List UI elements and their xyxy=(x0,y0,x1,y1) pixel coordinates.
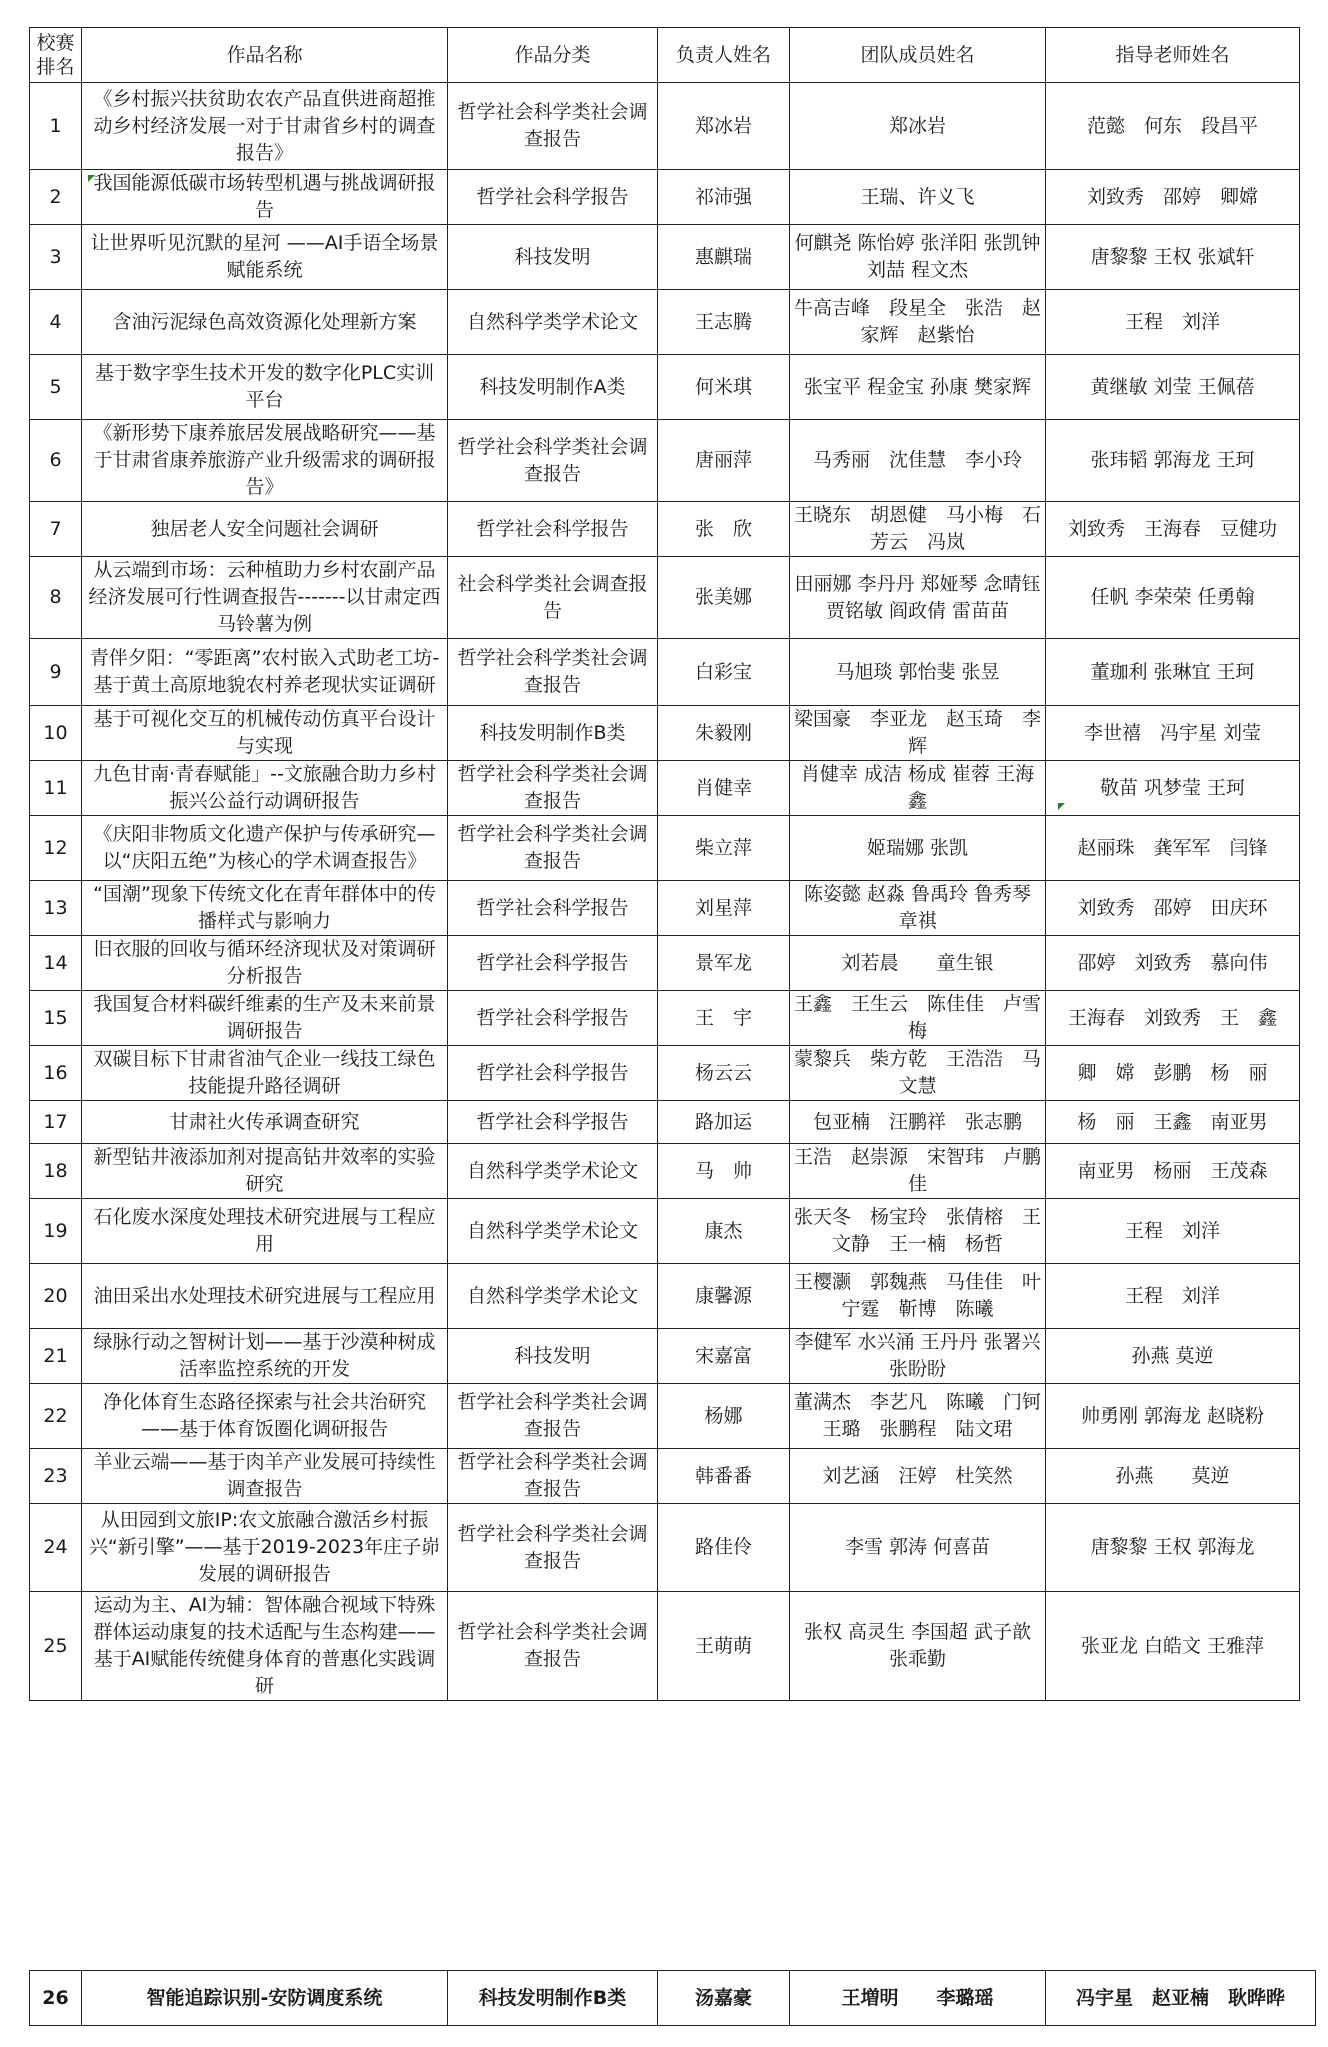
cell-title: 油田采出水处理技术研究进展与工程应用 xyxy=(82,1264,448,1329)
cell-leader: 王萌萌 xyxy=(658,1592,790,1701)
cell-advisors: 董珈利 张琳宜 王珂 xyxy=(1046,639,1300,706)
cell-rank: 11 xyxy=(30,761,82,816)
cell-members: 王浩 赵崇源 宋智玮 卢鹏佳 xyxy=(790,1144,1046,1199)
table-row xyxy=(30,1046,1300,1101)
cell-members: 王樱灏 郭魏燕 马佳佳 叶宁霆 靳博 陈曦 xyxy=(790,1264,1046,1329)
cell-rank: 1 xyxy=(30,83,82,170)
cell-leader: 景军龙 xyxy=(658,936,790,991)
cell-advisors: 赵丽珠 龚军军 闫锋 xyxy=(1046,816,1300,881)
cell-title: 新型钻井液添加剂对提高钻井效率的实验研究 xyxy=(82,1144,448,1199)
cell-title: 九色甘南·青春赋能」--文旅融合助力乡村振兴公益行动调研报告 xyxy=(82,761,448,816)
cell-category: 哲学社会科学类社会调查报告 xyxy=(448,1592,658,1701)
cell-rank: 24 xyxy=(30,1504,82,1592)
cell-title: 我国复合材料碳纤维素的生产及未来前景调研报告 xyxy=(82,991,448,1046)
cell-title: 独居老人安全问题社会调研 xyxy=(82,502,448,557)
cell-title: 我国能源低碳市场转型机遇与挑战调研报告 xyxy=(82,170,448,225)
cell-category: 哲学社会科学报告 xyxy=(448,1046,658,1101)
cell-leader: 张 欣 xyxy=(658,502,790,557)
cell-rank: 21 xyxy=(30,1329,82,1384)
cell-category: 自然科学类学术论文 xyxy=(448,1264,658,1329)
cell-advisors: 王程 刘洋 xyxy=(1046,1264,1300,1329)
cell-rank: 20 xyxy=(30,1264,82,1329)
cell-title: 《乡村振兴扶贫助农农产品直供进商超推动乡村经济发展一对于甘肃省乡村的调查报告》 xyxy=(82,83,448,170)
table-row xyxy=(30,1199,1300,1264)
table-row xyxy=(30,761,1300,816)
table-row xyxy=(30,225,1300,290)
cell-members: 梁国豪 李亚龙 赵玉琦 李辉 xyxy=(790,706,1046,761)
cell-members: 李雪 郭涛 何喜苗 xyxy=(790,1504,1046,1592)
table-header-row xyxy=(30,28,1300,83)
cell-leader: 白彩宝 xyxy=(658,639,790,706)
competition-ranking-table xyxy=(29,27,1300,1701)
cell-advisors: 王海春 刘致秀 王 鑫 xyxy=(1046,991,1300,1046)
cell-category: 哲学社会科学报告 xyxy=(448,881,658,936)
cell-rank: 19 xyxy=(30,1199,82,1264)
cell-leader: 朱毅刚 xyxy=(658,706,790,761)
cell-rank: 25 xyxy=(30,1592,82,1701)
cell-comment-marker xyxy=(88,175,95,182)
header-category: 作品分类 xyxy=(448,28,658,83)
cell-members: 董满杰 李艺凡 陈曦 门钶 王璐 张鹏程 陆文珺 xyxy=(790,1384,1046,1449)
cell-members: 刘若晨 童生银 xyxy=(790,936,1046,991)
cell-category: 哲学社会科学类社会调查报告 xyxy=(448,83,658,170)
cell-members: 刘艺涵 汪婷 杜笑然 xyxy=(790,1449,1046,1504)
ranking-table-continuation xyxy=(29,1970,1316,2026)
table-row xyxy=(30,1504,1300,1592)
cell-rank: 15 xyxy=(30,991,82,1046)
cell-rank: 5 xyxy=(30,355,82,420)
cell-advisors: 刘致秀 邵婷 卿嫦 xyxy=(1046,170,1300,225)
cell-title: 基于数字孪生技术开发的数字化PLC实训平台 xyxy=(82,355,448,420)
cell-category: 哲学社会科学类社会调查报告 xyxy=(448,816,658,881)
cell-members: 王鑫 王生云 陈佳佳 卢雪梅 xyxy=(790,991,1046,1046)
cell-rank: 10 xyxy=(30,706,82,761)
cell-advisors: 敬苗 巩梦莹 王珂 xyxy=(1046,761,1300,816)
cell-leader: 杨云云 xyxy=(658,1046,790,1101)
cell-advisors: 南亚男 杨丽 王茂森 xyxy=(1046,1144,1300,1199)
cell-leader: 马 帅 xyxy=(658,1144,790,1199)
cell-title: 《新形势下康养旅居发展战略研究——基于甘肃省康养旅游产业升级需求的调研报告》 xyxy=(82,420,448,502)
cell-advisors: 范懿 何东 段昌平 xyxy=(1046,83,1300,170)
header-rank: 校赛排名 xyxy=(30,28,82,83)
cell-leader: 郑冰岩 xyxy=(658,83,790,170)
cell-category: 哲学社会科学报告 xyxy=(448,170,658,225)
cell-members: 张权 高灵生 李国超 武子歆 张乖勤 xyxy=(790,1592,1046,1701)
cell-title: 智能追踪识别-安防调度系统 xyxy=(82,1971,448,2026)
cell-advisors: 卿 嫦 彭鹏 杨 丽 xyxy=(1046,1046,1300,1101)
cell-title: 从云端到市场：云种植助力乡村农副产品经济发展可行性调查报告-------以甘肃定西马铃薯为例 xyxy=(82,557,448,639)
cell-leader: 汤嘉豪 xyxy=(658,1971,790,2026)
cell-category: 哲学社会科学报告 xyxy=(448,1101,658,1144)
cell-advisors: 王程 刘洋 xyxy=(1046,1199,1300,1264)
cell-members: 王晓东 胡恩健 马小梅 石芳云 冯岚 xyxy=(790,502,1046,557)
table-row xyxy=(30,170,1300,225)
cell-advisors: 黄继敏 刘莹 王佩蓓 xyxy=(1046,355,1300,420)
cell-title: 从田园到文旅IP:农文旅融合激活乡村振兴“新引擎”——基于2019-2023年庄子峁发展的调研报告 xyxy=(82,1504,448,1592)
cell-advisors: 李世禧 冯宇星 刘莹 xyxy=(1046,706,1300,761)
cell-leader: 肖健幸 xyxy=(658,761,790,816)
table-row xyxy=(30,1971,1316,2026)
cell-members: 何麒尧 陈怡婷 张洋阳 张凯钟 刘喆 程文杰 xyxy=(790,225,1046,290)
cell-comment-marker xyxy=(1058,803,1065,810)
cell-members: 王増明 李璐瑶 xyxy=(790,1971,1046,2026)
cell-advisors: 孙燕 莫逆 xyxy=(1046,1329,1300,1384)
cell-category: 哲学社会科学类社会调查报告 xyxy=(448,420,658,502)
cell-leader: 何米琪 xyxy=(658,355,790,420)
cell-advisors: 邵婷 刘致秀 慕向伟 xyxy=(1046,936,1300,991)
cell-category: 科技发明制作B类 xyxy=(448,1971,658,2026)
table-row xyxy=(30,706,1300,761)
cell-rank: 26 xyxy=(30,1971,82,2026)
cell-leader: 路佳伶 xyxy=(658,1504,790,1592)
table-row xyxy=(30,420,1300,502)
cell-category: 哲学社会科学报告 xyxy=(448,991,658,1046)
cell-leader: 韩番番 xyxy=(658,1449,790,1504)
table-row xyxy=(30,936,1300,991)
cell-members: 张天冬 杨宝玲 张倩榕 王文静 王一楠 杨哲 xyxy=(790,1199,1046,1264)
cell-rank: 7 xyxy=(30,502,82,557)
cell-leader: 张美娜 xyxy=(658,557,790,639)
cell-members: 郑冰岩 xyxy=(790,83,1046,170)
cell-advisors: 王程 刘洋 xyxy=(1046,290,1300,355)
cell-rank: 16 xyxy=(30,1046,82,1101)
cell-rank: 4 xyxy=(30,290,82,355)
cell-members: 包亚楠 汪鹏祥 张志鹏 xyxy=(790,1101,1046,1144)
cell-members: 张宝平 程金宝 孙康 樊家辉 xyxy=(790,355,1046,420)
cell-advisors: 张玮韬 郭海龙 王珂 xyxy=(1046,420,1300,502)
cell-leader: 路加运 xyxy=(658,1101,790,1144)
cell-title: 让世界听见沉默的星河 ——AI手语全场景赋能系统 xyxy=(82,225,448,290)
table-row xyxy=(30,816,1300,881)
cell-title: 旧衣服的回收与循环经济现状及对策调研分析报告 xyxy=(82,936,448,991)
cell-title: 含油污泥绿色高效资源化处理新方案 xyxy=(82,290,448,355)
cell-leader: 王志腾 xyxy=(658,290,790,355)
cell-leader: 杨娜 xyxy=(658,1384,790,1449)
cell-advisors: 孙燕 莫逆 xyxy=(1046,1449,1300,1504)
cell-category: 科技发明制作B类 xyxy=(448,706,658,761)
cell-advisors: 唐黎黎 王权 郭海龙 xyxy=(1046,1504,1300,1592)
cell-leader: 王 宇 xyxy=(658,991,790,1046)
cell-members: 蒙黎兵 柴方乾 王浩浩 马文慧 xyxy=(790,1046,1046,1101)
cell-rank: 6 xyxy=(30,420,82,502)
table-body xyxy=(30,83,1300,1701)
table-row xyxy=(30,557,1300,639)
table-row xyxy=(30,290,1300,355)
cell-advisors: 帅勇刚 郭海龙 赵晓粉 xyxy=(1046,1384,1300,1449)
cell-rank: 17 xyxy=(30,1101,82,1144)
cell-category: 哲学社会科学报告 xyxy=(448,502,658,557)
table-row xyxy=(30,1449,1300,1504)
table-row xyxy=(30,1592,1300,1701)
cell-rank: 22 xyxy=(30,1384,82,1449)
cell-leader: 柴立萍 xyxy=(658,816,790,881)
header-members: 团队成员姓名 xyxy=(790,28,1046,83)
cell-advisors: 刘致秀 王海春 豆健功 xyxy=(1046,502,1300,557)
cell-category: 哲学社会科学类社会调查报告 xyxy=(448,1449,658,1504)
cell-rank: 14 xyxy=(30,936,82,991)
table-row xyxy=(30,1264,1300,1329)
cell-leader: 刘星萍 xyxy=(658,881,790,936)
header-advisors: 指导老师姓名 xyxy=(1046,28,1300,83)
table-row xyxy=(30,639,1300,706)
cell-leader: 康杰 xyxy=(658,1199,790,1264)
cell-title: 基于可视化交互的机械传动仿真平台设计与实现 xyxy=(82,706,448,761)
cell-category: 哲学社会科学类社会调查报告 xyxy=(448,761,658,816)
cell-title: 绿脉行动之智树计划——基于沙漠种树成活率监控系统的开发 xyxy=(82,1329,448,1384)
cell-rank: 12 xyxy=(30,816,82,881)
cell-rank: 18 xyxy=(30,1144,82,1199)
table-row xyxy=(30,1144,1300,1199)
cell-members: 肖健幸 成洁 杨成 崔蓉 王海鑫 xyxy=(790,761,1046,816)
cell-title: 双碳目标下甘肃省油气企业一线技工绿色技能提升路径调研 xyxy=(82,1046,448,1101)
table-row xyxy=(30,1384,1300,1449)
cell-category: 科技发明制作A类 xyxy=(448,355,658,420)
cell-category: 自然科学类学术论文 xyxy=(448,1144,658,1199)
cell-members: 马旭琰 郭怡斐 张昱 xyxy=(790,639,1046,706)
cell-category: 科技发明 xyxy=(448,1329,658,1384)
cell-category: 哲学社会科学报告 xyxy=(448,936,658,991)
cell-category: 科技发明 xyxy=(448,225,658,290)
table-row xyxy=(30,1329,1300,1384)
cell-members: 王瑞、许义飞 xyxy=(790,170,1046,225)
cell-title: “国潮”现象下传统文化在青年群体中的传播样式与影响力 xyxy=(82,881,448,936)
cell-leader: 康馨源 xyxy=(658,1264,790,1329)
cell-members: 李健军 水兴涌 王丹丹 张署兴 张盼盼 xyxy=(790,1329,1046,1384)
cell-title: 羊业云端——基于肉羊产业发展可持续性调查报告 xyxy=(82,1449,448,1504)
header-title: 作品名称 xyxy=(82,28,448,83)
cell-rank: 23 xyxy=(30,1449,82,1504)
cell-rank: 9 xyxy=(30,639,82,706)
cell-category: 哲学社会科学类社会调查报告 xyxy=(448,639,658,706)
cell-leader: 唐丽萍 xyxy=(658,420,790,502)
cell-rank: 8 xyxy=(30,557,82,639)
cell-leader: 祁沛强 xyxy=(658,170,790,225)
cell-rank: 13 xyxy=(30,881,82,936)
cell-members: 田丽娜 李丹丹 郑娅琴 念晴钰 贾铭敏 阎政倩 雷苗苗 xyxy=(790,557,1046,639)
cell-advisors: 杨 丽 王鑫 南亚男 xyxy=(1046,1101,1300,1144)
table-row xyxy=(30,1101,1300,1144)
cell-advisors: 刘致秀 邵婷 田庆环 xyxy=(1046,881,1300,936)
cell-members: 陈姿懿 赵淼 鲁禹玲 鲁秀琴 章祺 xyxy=(790,881,1046,936)
cell-category: 自然科学类学术论文 xyxy=(448,1199,658,1264)
cell-leader: 宋嘉富 xyxy=(658,1329,790,1384)
table-row xyxy=(30,83,1300,170)
cell-advisors: 冯宇星 赵亚楠 耿晔晔 xyxy=(1046,1971,1316,2026)
cell-rank: 3 xyxy=(30,225,82,290)
cell-title: 石化废水深度处理技术研究进展与工程应用 xyxy=(82,1199,448,1264)
cell-title: 《庆阳非物质文化遗产保护与传承研究—以“庆阳五绝”为核心的学术调查报告》 xyxy=(82,816,448,881)
cell-category: 自然科学类学术论文 xyxy=(448,290,658,355)
table-row xyxy=(30,502,1300,557)
cell-members: 马秀丽 沈佳慧 李小玲 xyxy=(790,420,1046,502)
cell-advisors: 唐黎黎 王权 张斌轩 xyxy=(1046,225,1300,290)
cell-advisors: 任帆 李荣荣 任勇翰 xyxy=(1046,557,1300,639)
cell-leader: 惠麒瑞 xyxy=(658,225,790,290)
table-row xyxy=(30,991,1300,1046)
cell-title: 运动为主、AI为辅：智体融合视域下特殊群体运动康复的技术适配与生态构建——基于AI赋能传统健身体育的普惠化实践调研 xyxy=(82,1592,448,1701)
cell-advisors: 张亚龙 白皓文 王雅萍 xyxy=(1046,1592,1300,1701)
table-row xyxy=(30,355,1300,420)
cell-rank: 2 xyxy=(30,170,82,225)
cell-category: 哲学社会科学类社会调查报告 xyxy=(448,1504,658,1592)
cell-category: 哲学社会科学类社会调查报告 xyxy=(448,1384,658,1449)
cell-title: 净化体育生态路径探索与社会共治研究——基于体育饭圈化调研报告 xyxy=(82,1384,448,1449)
cell-title: 甘肃社火传承调查研究 xyxy=(82,1101,448,1144)
cell-title: 青伴夕阳：“零距离”农村嵌入式助老工坊-基于黄土高原地貌农村养老现状实证调研 xyxy=(82,639,448,706)
cell-category: 社会科学类社会调查报告 xyxy=(448,557,658,639)
cell-members: 姬瑞娜 张凯 xyxy=(790,816,1046,881)
table-row xyxy=(30,881,1300,936)
header-leader: 负责人姓名 xyxy=(658,28,790,83)
cell-members: 牛高吉峰 段星全 张浩 赵家辉 赵紫怡 xyxy=(790,290,1046,355)
